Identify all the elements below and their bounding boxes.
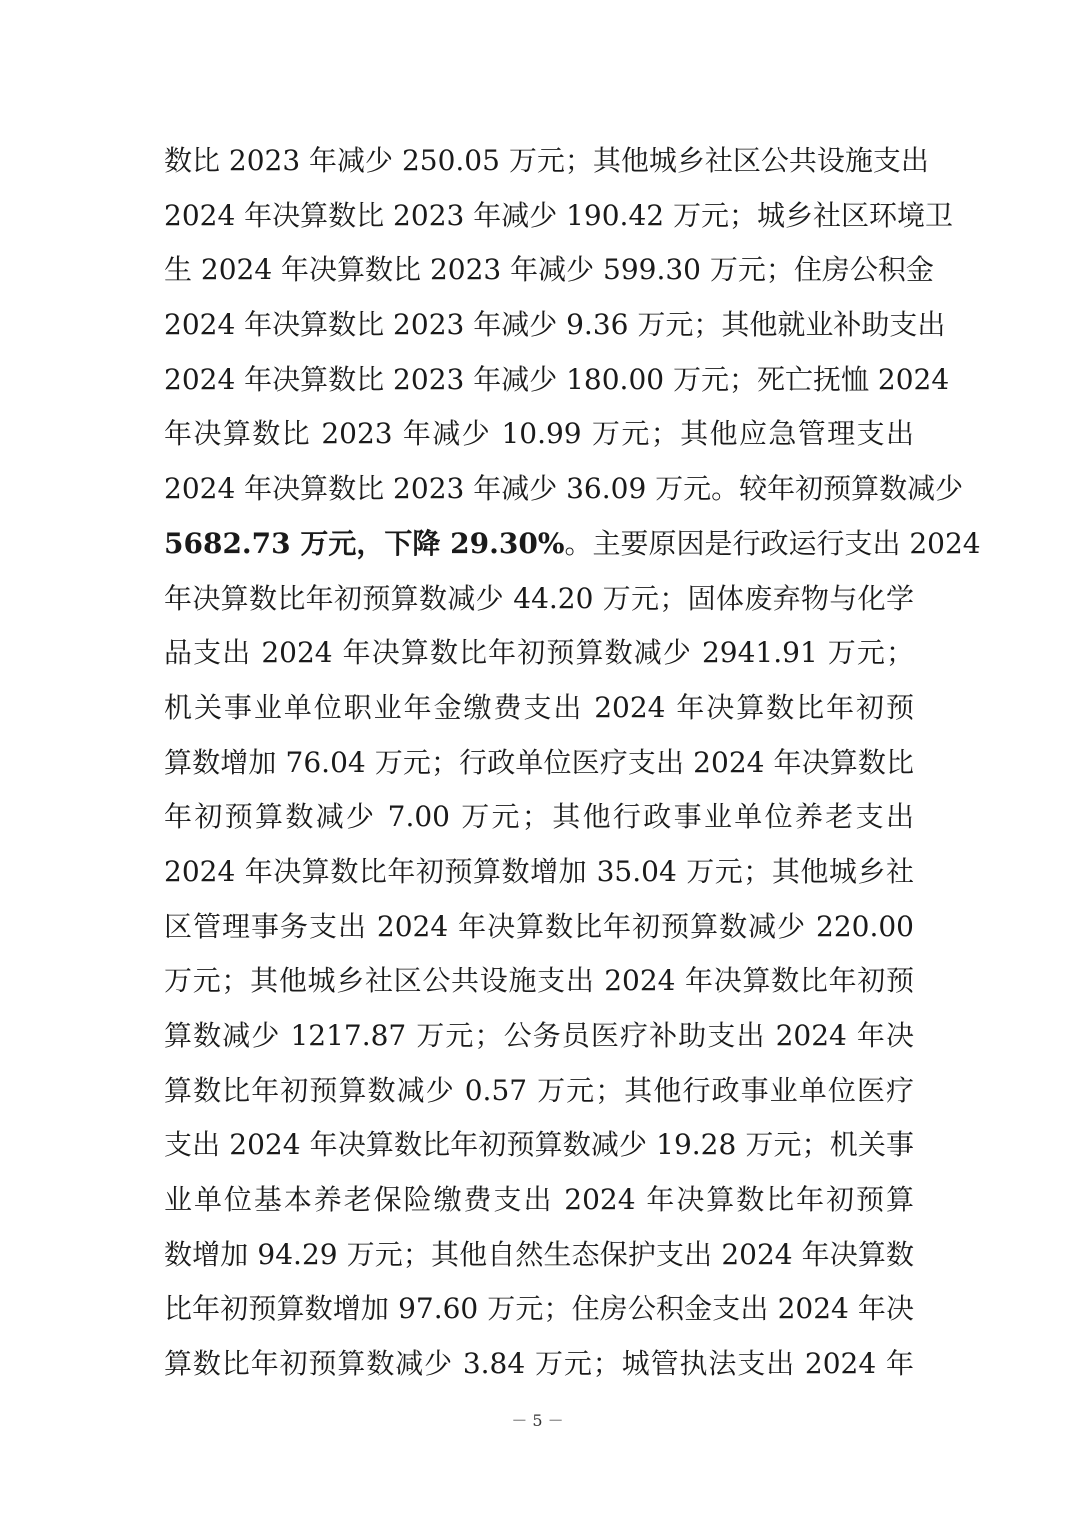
text-line: 2024 年决算数比 2023 年减少 190.42 万元；城乡社区环境卫 [164,198,953,232]
text-line: 年初预算数减少 7.00 万元；其他行政事业单位养老支出 [164,800,914,834]
text-line: 数增加 94.29 万元；其他自然生态保护支出 2024 年决算数 [164,1237,914,1271]
text-line-bold-figures [164,517,981,572]
text-line: 万元；其他城乡社区公共设施支出 2024 年决算数比年初预 [164,964,914,998]
text-line: 业单位基本养老保险缴费支出 2024 年决算数比年初预算 [164,1183,914,1217]
text-line: 2024 年决算数比 2023 年减少 9.36 万元；其他就业补助支出 [164,308,946,342]
text-line: 算数比年初预算数减少 3.84 万元；城管执法支出 2024 年 [164,1347,914,1381]
text-line: 算数比年初预算数减少 0.57 万元；其他行政事业单位医疗 [164,1073,914,1107]
text-line: 年决算数比 2023 年减少 10.99 万元；其他应急管理支出 [164,417,914,451]
text-line: 算数减少 1217.87 万元；公务员医疗补助支出 2024 年决 [164,1019,914,1052]
body-paragraph [164,134,981,1392]
text-line: 2024 年决算数比 2023 年减少 36.09 万元。较年初预算数减少 [164,472,964,506]
text-line: 生 2024 年决算数比 2023 年减少 599.30 万元；住房公积金 [164,253,934,287]
text-line: 品支出 2024 年决算数比年初预算数减少 2941.91 万元； [164,636,914,670]
bold-figures: 5682.73 万元，下降 29.30% [164,526,565,560]
text-line: 比年初预算数增加 97.60 万元；住房公积金支出 2024 年决 [164,1292,914,1326]
text-line-rest: 。主要原因是行政运行支出 2024 [564,526,981,560]
text-line: 机关事业单位职业年金缴费支出 2024 年决算数比年初预 [164,690,914,724]
page-number: － 5 － [511,1411,564,1430]
text-line: 年决算数比年初预算数减少 44.20 万元；固体废弃物与化学 [164,581,914,615]
text-line: 算数增加 76.04 万元；行政单位医疗支出 2024 年决算数比 [164,745,914,779]
text-line: 区管理事务支出 2024 年决算数比年初预算数减少 220.00 [164,909,914,943]
text-line: 数比 2023 年减少 250.05 万元；其他城乡社区公共设施支出 [164,144,929,177]
text-line: 支出 2024 年决算数比年初预算数减少 19.28 万元；机关事 [164,1128,914,1162]
text-line: 2024 年决算数比年初预算数增加 35.04 万元；其他城乡社 [164,854,914,888]
text-line: 2024 年决算数比 2023 年减少 180.00 万元；死亡抚恤 2024 [164,362,950,396]
